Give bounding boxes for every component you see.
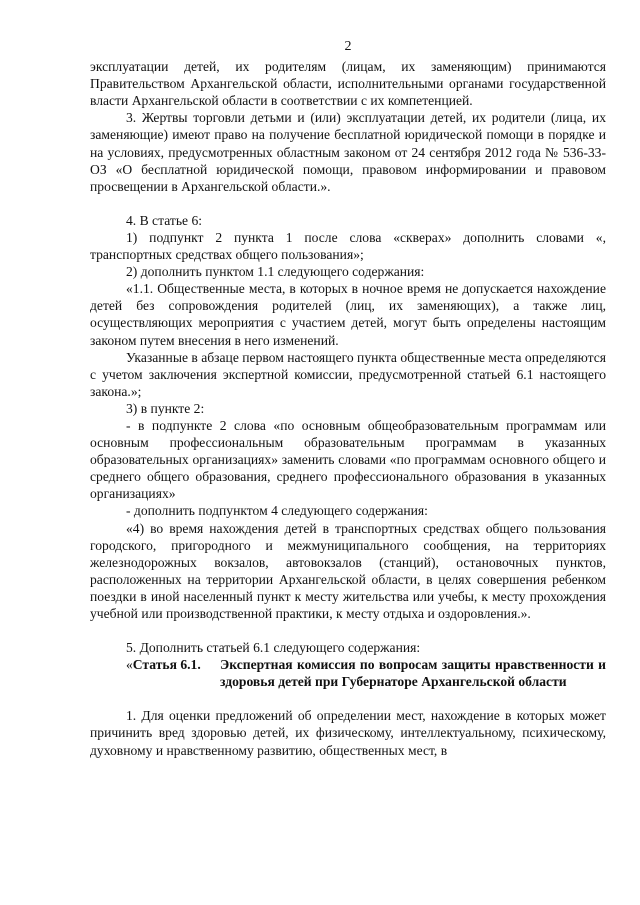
article-open-quote: « [126, 657, 133, 673]
article-label [90, 656, 220, 690]
paragraph-subitem-3: 3) в пункте 2: [126, 400, 205, 416]
paragraph-item-5: 5. Дополнить статьей 6.1 следующего содержания: [126, 640, 421, 656]
paragraph-article-6-heading: 4. В статье 6: [126, 212, 203, 228]
article-title: Экспертная комиссия по вопросам защиты нравственности и здоровья детей при Губернаторе Архангельской области [220, 657, 606, 690]
paragraph-subpoint-4: «4) во время нахождения детей в транспортных средствах общего пользования городского, пригородного и межмуниципального сообщения, на территориях железнодорожных вокзалов, автовокзалов (станций), остановочных пунктов, расположенных на территории Архангельской области, в целях совершения ребенком поездки в иной населенный пункт к месту жительства или учебы, к месту прохождения учебной или производственной практики, к месту отдыха и оздоровления.». [90, 520, 606, 621]
paragraph-continuation: эксплуатации детей, их родителям (лицам, их заменяющим) принимаются Правительством Архангельской области, исполнительными органами государственной власти Архангельской области в соответствии с их компетенцией. [90, 59, 606, 109]
paragraph-point-1-1: «1.1. Общественные места, в которых в ночное время не допускается нахождение детей без сопровождения родителей (лиц, их заменяющих), а также лиц, осуществляющих мероприятия с участием детей, могут быть определены настоящим законом путем внесения в него изменений. [90, 281, 606, 348]
paragraph-subitem-3-dash-2: - дополнить подпунктом 4 следующего содержания: [126, 503, 428, 519]
paragraph-subitem-2: 2) дополнить пунктом 1.1 следующего содержания: [126, 264, 425, 280]
paragraph-item-3: 3. Жертвы торговли детьми и (или) эксплуатации детей, их родители (лица, их заменяющие) имеют право на получение бесплатной юридической помощи в порядке и на условиях, предусмотренных областным законом от 24 сентября 2012 года № 536-33-ОЗ «О бесплатной юридической помощи, правовом информировании и правовом просвещении в Архангельской области.». [90, 110, 606, 194]
paragraph-subitem-1: 1) подпункт 2 пункта 1 после слова «скверах» дополнить словами «, транспортных средствах общего пользования»; [90, 229, 606, 263]
article-number: Статья 6.1. [132, 657, 201, 673]
article-heading [90, 656, 606, 690]
paragraph-article-6-1-item-1: 1. Для оценки предложений об определении мест, нахождение в которых может причинить вред здоровью детей, их физическому, интеллектуальному, психическому, духовному и нравственному развитию, общественных мест, в [90, 708, 606, 758]
paragraph-subitem-3-dash-1: - в подпункте 2 слова «по основным общеобразовательным программам или основным профессиональным образовательным программам в указанных образовательных организациях» заменить словами «по программам основного общего и среднего общего образования, среднего профессионального образования в указанных организациях» [90, 417, 606, 502]
paragraph-point-1-1-second: Указанные в абзаце первом настоящего пункта общественные места определяются с учетом заключения экспертной комиссии, предусмотренной статьей 6.1 настоящего закона.»; [90, 349, 607, 399]
page-number: 2 [344, 39, 352, 54]
